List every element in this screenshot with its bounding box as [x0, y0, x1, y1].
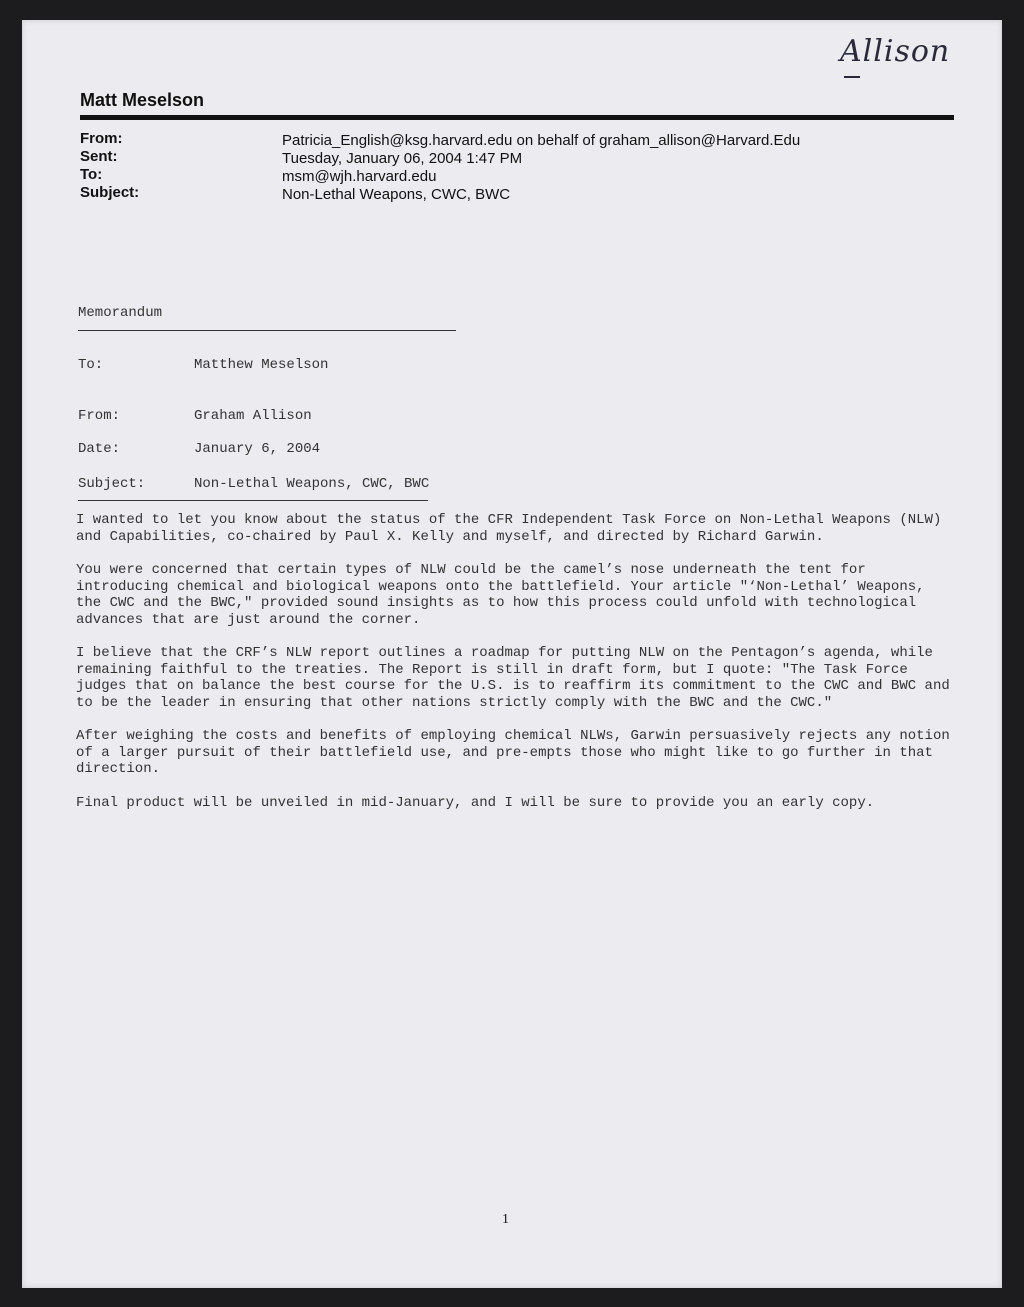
body-paragraph: After weighing the costs and benefits of employing chemical NLWs, Garwin persuasively rejects any notion of a larger pursuit of their battlefield use, and pre-empts those who might like to go further in that direction.: [76, 728, 950, 777]
memo-to-value: Matthew Meselson: [194, 357, 329, 373]
memo-from-label: From:: [78, 408, 121, 424]
page-number: 1: [502, 1212, 509, 1227]
memo-subject-label: Subject:: [78, 476, 146, 492]
body-paragraph: You were concerned that certain types of NLW could be the camel’s nose underneath the tent for introducing chemical and biological weapons onto the battlefield. Your article "‘Non-Lethal’ Weapons, the CWC and the BWC," provided sound insights as to how this process could unfold with technological advances that are just around the corner.: [76, 562, 925, 628]
memo-title-divider: [78, 330, 456, 331]
header-to-value: msm@wjh.harvard.edu: [282, 168, 437, 185]
header-sent-value: Tuesday, January 06, 2004 1:47 PM: [282, 150, 523, 167]
body-paragraph: Final product will be unveiled in mid-January, and I will be sure to provide you an early copy.: [76, 794, 875, 811]
header-subject-label: Subject:: [80, 184, 140, 201]
document-page: [22, 20, 1002, 1288]
header-subject-value: Non-Lethal Weapons, CWC, BWC: [282, 186, 511, 203]
memo-subject-divider: [78, 500, 428, 501]
memo-to-label: To:: [78, 357, 104, 373]
memo-from-value: Graham Allison: [194, 408, 312, 424]
memo-date-value: January 6, 2004: [194, 441, 321, 457]
memo-date-label: Date:: [78, 441, 121, 457]
memo-title: Memorandum: [78, 305, 163, 321]
memo-body: [76, 512, 956, 828]
body-paragraph: I wanted to let you know about the status of the CFR Independent Task Force on Non-Lethal Weapons (NLW) and Capabilities, co-chaired by Paul X. Kelly and myself, and directed by Richard Garwin.: [76, 512, 942, 545]
handwritten-underline: [844, 76, 860, 78]
handwritten-annotation: Allison: [840, 34, 951, 69]
mailbox-owner: Matt Meselson: [80, 90, 205, 110]
header-to-label: To:: [80, 166, 103, 183]
header-from-value: Patricia_English@ksg.harvard.edu on behalf of graham_allison@Harvard.Edu: [282, 132, 801, 149]
memo-subject-value: Non-Lethal Weapons, CWC, BWC: [194, 476, 430, 492]
header-from-label: From:: [80, 130, 123, 147]
body-paragraph: I believe that the CRF’s NLW report outlines a roadmap for putting NLW on the Pentagon’s agenda, while remaining faithful to the treaties. The Report is still in draft form, but I quote: "The Task Force judges that on balance the best course for the U.S. is to reaffirm its commitment to the CWC and BWC and to be the leader in ensuring that other nations strictly comply with the BWC and the CWC.": [76, 645, 950, 711]
header-divider: [80, 115, 954, 120]
header-sent-label: Sent:: [80, 148, 118, 165]
